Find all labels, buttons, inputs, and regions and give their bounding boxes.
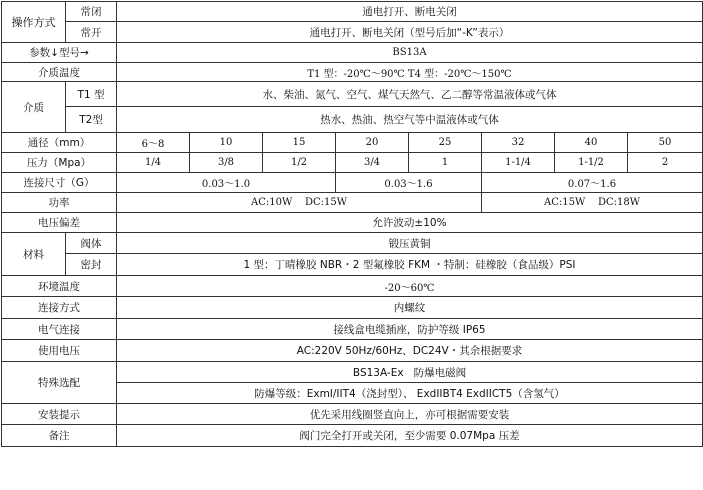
voltage-tolerance-row — [2, 213, 703, 233]
connection-size-row — [2, 173, 703, 193]
material-body-value: 锻压黄铜 — [117, 233, 703, 254]
operation-row-no — [2, 22, 703, 43]
pressure-value: 1/4 — [117, 153, 190, 173]
bore-value: 25 — [409, 133, 482, 153]
material-seal-value: 1 型：丁晴橡胶 NBR・2 型氟橡胶 FKM ・特制：硅橡胶（食品级）PSI — [117, 254, 703, 276]
material-label: 材料 — [2, 233, 66, 276]
voltage-tolerance-value: 允许波动±10% — [117, 213, 703, 233]
bore-value: 10 — [190, 133, 263, 153]
operating-voltage-label: 使用电压 — [2, 340, 117, 362]
electrical-row — [2, 319, 703, 340]
electrical-value: 接线盒电缆插座，防护等级 IP65 — [117, 319, 703, 340]
operation-label: 操作方式 — [2, 2, 66, 43]
material-row-seal — [2, 254, 703, 276]
special-line1: BS13A-Ex 防爆电磁阀 — [117, 362, 703, 383]
bore-value: 32 — [482, 133, 555, 153]
pressure-value: 1-1/4 — [482, 153, 555, 173]
special-label: 特殊选配 — [2, 362, 117, 404]
material-row-body — [2, 233, 703, 254]
pressure-value: 3/4 — [336, 153, 409, 173]
material-seal-label: 密封 — [66, 254, 117, 276]
medium-t1-desc: 水、柴油、氮气、空气、煤气天然气、乙二醇等常温液体或气体 — [117, 82, 703, 107]
model-row — [2, 43, 703, 63]
no-label: 常开 — [66, 22, 117, 43]
bore-value: 20 — [336, 133, 409, 153]
operation-row-nc — [2, 2, 703, 22]
nc-label: 常闭 — [66, 2, 117, 22]
bore-value: 6～8 — [117, 133, 190, 153]
ambient-temp-label: 环境温度 — [2, 276, 117, 297]
power-value: AC:15W DC:18W — [482, 193, 703, 213]
bore-value: 40 — [555, 133, 628, 153]
power-value: AC:10W DC:15W — [117, 193, 482, 213]
medium-row-t2 — [2, 107, 703, 133]
medium-label: 介质 — [2, 82, 66, 133]
special-row-1 — [2, 362, 703, 383]
material-body-label: 阀体 — [66, 233, 117, 254]
pressure-value: 3/8 — [190, 153, 263, 173]
bore-value: 50 — [628, 133, 703, 153]
remarks-label: 备注 — [2, 425, 117, 447]
medium-temp-label: 介质温度 — [2, 63, 117, 82]
pressure-value: 1 — [409, 153, 482, 173]
install-value: 优先采用线圈竖直向上，亦可根据需要安装 — [117, 404, 703, 425]
pressure-value: 1-1/2 — [555, 153, 628, 173]
pressure-row — [2, 153, 703, 173]
pressure-value: 1/2 — [263, 153, 336, 173]
medium-temp-value: T1 型：-20℃～90℃ T4 型：-20℃～150℃ — [117, 63, 703, 82]
install-label: 安装提示 — [2, 404, 117, 425]
connection-type-row — [2, 297, 703, 319]
operating-voltage-value: AC:220V 50Hz/60Hz、DC24V・其余根据要求 — [117, 340, 703, 362]
electrical-label: 电气连接 — [2, 319, 117, 340]
medium-t2-label: T2型 — [66, 107, 117, 133]
ambient-temp-row — [2, 276, 703, 297]
medium-temp-row — [2, 63, 703, 82]
connection-size-value: 0.07～1.6 — [482, 173, 703, 193]
ambient-temp-value: -20～60℃ — [117, 276, 703, 297]
power-row — [2, 193, 703, 213]
nc-desc: 通电打开、断电关闭 — [117, 2, 703, 22]
bore-value: 15 — [263, 133, 336, 153]
connection-type-label: 连接方式 — [2, 297, 117, 319]
connection-size-label: 连接尺寸（G） — [2, 173, 117, 193]
no-desc: 通电打开、断电关闭（型号后加“-K”表示） — [117, 22, 703, 43]
install-row — [2, 404, 703, 425]
bore-label: 通径（mm） — [2, 133, 117, 153]
model-value: BS13A — [117, 43, 703, 63]
voltage-tolerance-label: 电压偏差 — [2, 213, 117, 233]
model-label: 参数↓型号→ — [2, 43, 117, 63]
remarks-value: 阀门完全打开或关闭，至少需要 0.07Mpa 压差 — [117, 425, 703, 447]
pressure-value: 2 — [628, 153, 703, 173]
operating-voltage-row — [2, 340, 703, 362]
connection-type-value: 内螺纹 — [117, 297, 703, 319]
bore-row — [2, 133, 703, 153]
medium-t1-label: T1 型 — [66, 82, 117, 107]
connection-size-value: 0.03～1.0 — [117, 173, 336, 193]
pressure-label: 压力（Mpa） — [2, 153, 117, 173]
special-line2: 防爆等级：ExmI/IIT4（浇封型）、 ExdIIBT4 ExdIICT5（含氢气） — [117, 383, 703, 404]
power-label: 功率 — [2, 193, 117, 213]
remarks-row — [2, 425, 703, 447]
spec-table — [1, 1, 703, 447]
connection-size-value: 0.03～1.6 — [336, 173, 482, 193]
medium-t2-desc: 热水、热油、热空气等中温液体或气体 — [117, 107, 703, 133]
medium-row-t1 — [2, 82, 703, 107]
